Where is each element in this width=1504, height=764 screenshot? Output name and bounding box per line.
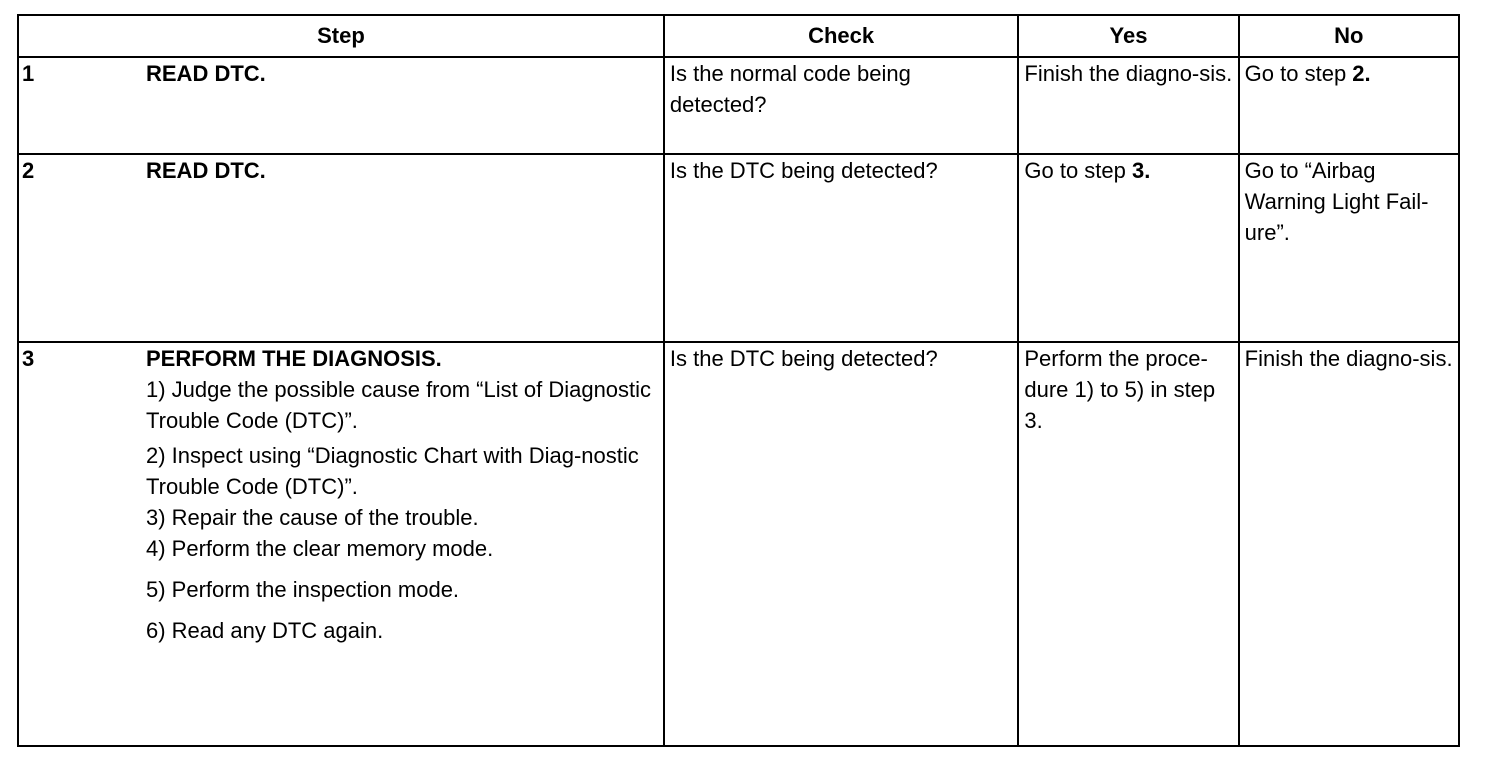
step-number: 3	[22, 346, 35, 371]
step-number: 1	[22, 61, 35, 86]
no-cell	[1239, 154, 1459, 342]
substep: 3) Repair the cause of the trouble.	[146, 505, 479, 530]
no-cell	[1239, 342, 1459, 746]
substep: 4) Perform the clear memory mode.	[146, 536, 494, 561]
diagnostic-table	[17, 14, 1460, 747]
header-step: Step	[18, 15, 664, 57]
substep: 1) Judge the possible cause from “List of Diagnostic Trouble Code (DTC)”.	[146, 377, 652, 433]
yes-cell	[1018, 57, 1238, 154]
step-title: PERFORM THE DIAGNOSIS.	[146, 346, 442, 371]
step-title: READ DTC.	[146, 61, 266, 86]
check-text: Is the DTC being detected?	[669, 158, 938, 183]
check-text: Is the normal code being detected?	[669, 61, 911, 117]
no-cell	[1239, 57, 1459, 154]
step-title: READ DTC.	[146, 158, 266, 183]
no-text	[1240, 58, 1458, 89]
yes-prefix: Go to step	[1024, 158, 1132, 183]
check-cell	[664, 154, 1018, 342]
step-number: 2	[22, 158, 35, 183]
table-row	[18, 154, 1459, 342]
table-row	[18, 342, 1459, 746]
yes-text: Perform the proce-dure 1) to 5) in step 3.	[1024, 346, 1216, 433]
yes-text: Finish the diagno-sis.	[1024, 61, 1233, 86]
no-prefix: Go to step	[1244, 61, 1353, 86]
yes-cell	[1018, 342, 1238, 746]
no-step-ref: 2.	[1352, 61, 1371, 86]
no-text: Go to “Airbag Warning Light Fail-ure”.	[1244, 158, 1429, 245]
check-cell	[664, 342, 1018, 746]
substep: 6) Read any DTC again.	[146, 618, 384, 643]
yes-text	[1019, 155, 1237, 186]
check-cell	[664, 57, 1018, 154]
yes-step-ref: 3.	[1132, 158, 1151, 183]
header-no: No	[1239, 15, 1459, 57]
yes-cell	[1018, 154, 1238, 342]
substep: 5) Perform the inspection mode.	[146, 577, 460, 602]
check-text: Is the DTC being detected?	[669, 346, 938, 371]
header-yes: Yes	[1018, 15, 1238, 57]
step-cell	[18, 154, 664, 342]
step-cell	[18, 57, 664, 154]
table-row	[18, 57, 1459, 154]
table-header-row	[18, 15, 1459, 57]
header-check: Check	[664, 15, 1018, 57]
no-text: Finish the diagno-sis.	[1244, 346, 1453, 371]
step-cell	[18, 342, 664, 746]
substep: 2) Inspect using “Diagnostic Chart with Diag-nostic Trouble Code (DTC)”.	[146, 443, 639, 499]
